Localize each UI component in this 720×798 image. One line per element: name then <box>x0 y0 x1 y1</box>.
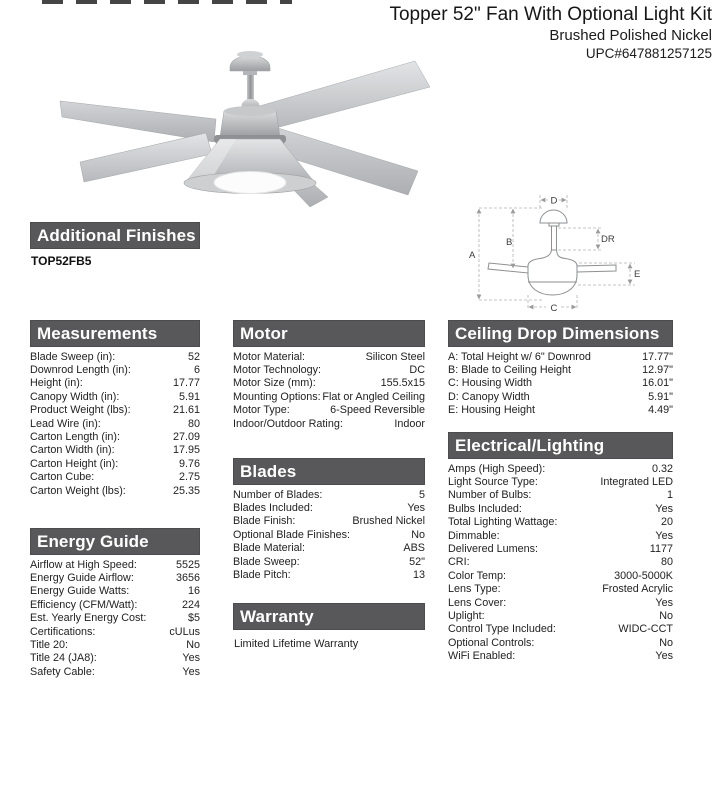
spec-label: Blade Sweep: <box>233 555 300 568</box>
section-motor <box>233 320 425 430</box>
section-additional-finishes <box>30 222 200 268</box>
fan-canopy <box>230 51 270 75</box>
spec-value: 17.95 <box>172 444 200 457</box>
spec-row <box>448 350 673 363</box>
spec-label: Energy Guide Watts: <box>30 585 130 598</box>
section-title: Warranty <box>240 607 314 626</box>
diagram-label-dr: DR <box>601 234 615 245</box>
spec-row <box>30 585 200 598</box>
spec-value: 52 <box>187 350 200 363</box>
section-header-motor <box>233 320 425 347</box>
spec-row <box>30 484 200 497</box>
spec-value: 17.77 <box>172 377 200 390</box>
spec-label: Color Temp: <box>448 569 507 582</box>
spec-value: 21.61 <box>172 404 200 417</box>
spec-row <box>233 542 425 555</box>
motor-rows <box>233 350 425 430</box>
spec-row <box>233 501 425 514</box>
spec-value: 13 <box>412 569 425 582</box>
diagram-label-d: D <box>550 195 558 207</box>
blades-rows <box>233 488 425 582</box>
spec-row <box>233 363 425 376</box>
spec-value: DC <box>409 364 425 377</box>
spec-value: 25.35 <box>172 484 200 497</box>
spec-label: Light Source Type: <box>448 476 538 489</box>
spec-value: Frosted Acrylic <box>602 583 673 596</box>
spec-row <box>448 623 673 636</box>
spec-row <box>448 529 673 542</box>
spec-label: Carton Cube: <box>30 471 95 484</box>
spec-row <box>30 457 200 470</box>
spec-value: 5.91 <box>178 390 200 403</box>
spec-label: Carton Height (in): <box>30 457 119 470</box>
spec-value: 0.32 <box>651 462 673 475</box>
spec-label: CRI: <box>448 556 470 569</box>
spec-label: Control Type Included: <box>448 623 556 636</box>
spec-label: Carton Width (in): <box>30 444 115 457</box>
spec-label: Downrod Length (in): <box>30 364 131 377</box>
model-code: TOP52FB5 <box>31 254 92 268</box>
section-title: Ceiling Drop Dimensions <box>455 324 660 343</box>
fan-light-lens <box>214 172 286 194</box>
section-header-measurements <box>30 320 200 347</box>
section-header-ceiling-drop-dimensions <box>448 320 673 347</box>
spec-row <box>30 444 200 457</box>
spec-label: Title 24 (JA8): <box>30 652 97 665</box>
spec-value: Yes <box>182 652 200 665</box>
spec-label: Safety Cable: <box>30 665 95 678</box>
spec-row <box>448 636 673 649</box>
section-measurements <box>30 320 200 497</box>
spec-row <box>448 404 673 417</box>
spec-row <box>233 528 425 541</box>
spec-row <box>448 489 673 502</box>
spec-value: Yes <box>655 596 673 609</box>
spec-value: 9.76 <box>178 457 200 470</box>
page-title: Topper 52" Fan With Optional Light Kit <box>389 4 712 25</box>
spec-row <box>448 609 673 622</box>
spec-value: 5.91" <box>648 390 673 403</box>
spec-label: Dimmable: <box>448 529 500 542</box>
spec-label: Optional Controls: <box>448 636 535 649</box>
spec-label: A: Total Height w/ 6" Downrod <box>448 350 591 363</box>
section-title: Motor <box>240 324 288 343</box>
spec-value: No <box>411 528 425 541</box>
spec-label: C: Housing Width <box>448 377 533 390</box>
spec-row <box>448 377 673 390</box>
diagram-label-c: C <box>550 303 558 314</box>
spec-label: Total Lighting Wattage: <box>448 516 558 529</box>
finish-subtitle: Brushed Polished Nickel <box>549 27 712 45</box>
section-title: Blades <box>240 462 297 481</box>
section-header-warranty <box>233 603 425 630</box>
spec-row <box>30 350 200 363</box>
spec-value: 12.97" <box>642 364 673 377</box>
spec-value: 17.77" <box>642 350 673 363</box>
section-warranty <box>233 603 425 650</box>
spec-row <box>30 625 200 638</box>
spec-value: 27.09 <box>172 431 200 444</box>
spec-row <box>233 390 425 403</box>
spec-row <box>30 638 200 651</box>
spec-row <box>448 569 673 582</box>
spec-row <box>30 363 200 376</box>
spec-value: Yes <box>407 502 425 515</box>
cropped-logo-strip <box>42 0 292 4</box>
spec-value: 80 <box>187 417 200 430</box>
section-header-blades <box>233 458 425 485</box>
spec-row <box>448 475 673 488</box>
spec-label: Certifications: <box>30 625 96 638</box>
spec-value: 6 <box>193 364 200 377</box>
spec-row <box>448 649 673 662</box>
ceiling-drop-diagram <box>462 182 712 317</box>
warranty-text: Limited Lifetime Warranty <box>234 638 359 650</box>
spec-label: Efficiency (CFM/Watt): <box>30 598 138 611</box>
spec-row <box>233 417 425 430</box>
spec-label: Uplight: <box>448 609 485 622</box>
spec-label: Number of Bulbs: <box>448 489 532 502</box>
spec-label: Height (in): <box>30 377 83 390</box>
spec-value: 3000-5000K <box>614 569 673 582</box>
spec-row <box>448 390 673 403</box>
spec-row <box>30 598 200 611</box>
spec-label: WiFi Enabled: <box>448 650 516 663</box>
spec-label: Energy Guide Airflow: <box>30 572 134 585</box>
spec-label: Carton Length (in): <box>30 431 121 444</box>
section-ceiling-drop-dimensions <box>448 320 673 417</box>
spec-row <box>448 556 673 569</box>
electrical-rows <box>448 462 673 663</box>
spec-row <box>233 515 425 528</box>
spec-label: Blade Finish: <box>233 515 296 528</box>
energy-guide-rows <box>30 558 200 679</box>
spec-value: Yes <box>655 650 673 663</box>
spec-label: Canopy Width (in): <box>30 390 120 403</box>
spec-label: Motor Type: <box>233 404 290 417</box>
spec-value: Silicon Steel <box>365 350 425 363</box>
section-header-electrical-lighting <box>448 432 673 459</box>
spec-label: Number of Blades: <box>233 488 323 501</box>
spec-label: Motor Size (mm): <box>233 377 316 390</box>
spec-row <box>233 488 425 501</box>
spec-row <box>30 404 200 417</box>
spec-value: No <box>659 609 673 622</box>
spec-value: 80 <box>660 556 673 569</box>
spec-row <box>30 417 200 430</box>
spec-label: Optional Blade Finishes: <box>233 528 351 541</box>
section-header-additional-finishes <box>30 222 200 249</box>
section-title: Electrical/Lighting <box>455 436 605 455</box>
spec-row <box>448 542 673 555</box>
spec-value: 5 <box>418 488 425 501</box>
diagram-label-a: A <box>469 250 476 261</box>
section-header-energy-guide <box>30 528 200 555</box>
spec-label: Mounting Options: <box>233 390 321 403</box>
spec-label: D: Canopy Width <box>448 390 530 403</box>
spec-row <box>233 350 425 363</box>
spec-label: Title 20: <box>30 639 69 652</box>
spec-row <box>233 377 425 390</box>
spec-row <box>30 558 200 571</box>
fan-downrod <box>247 75 254 103</box>
spec-label: B: Blade to Ceiling Height <box>448 364 572 377</box>
spec-label: Blade Pitch: <box>233 569 291 582</box>
spec-value: 6-Speed Reversible <box>330 404 425 417</box>
spec-label: E: Housing Height <box>448 404 536 417</box>
spec-value: 4.49" <box>648 404 673 417</box>
spec-row <box>30 430 200 443</box>
spec-label: Est. Yearly Energy Cost: <box>30 612 147 625</box>
spec-value: 224 <box>181 598 200 611</box>
spec-value: Integrated LED <box>600 476 673 489</box>
spec-value: ABS <box>403 542 425 555</box>
spec-value: Yes <box>655 529 673 542</box>
spec-label: Motor Material: <box>233 350 305 363</box>
spec-value: 16.01" <box>642 377 673 390</box>
spec-value: Brushed Nickel <box>352 515 425 528</box>
section-electrical-lighting <box>448 432 673 663</box>
diagram-label-b: B <box>506 237 513 248</box>
spec-row <box>30 471 200 484</box>
spec-label: Delivered Lumens: <box>448 543 539 556</box>
spec-value: Indoor <box>394 417 425 430</box>
spec-label: Blades Included: <box>233 502 313 515</box>
spec-row <box>233 555 425 568</box>
spec-row <box>448 363 673 376</box>
spec-value: 155.5x15 <box>380 377 425 390</box>
spec-label: Lens Type: <box>448 583 501 596</box>
spec-value: 16 <box>187 585 200 598</box>
measurements-rows <box>30 350 200 497</box>
spec-value: 1 <box>666 489 673 502</box>
spec-label: Carton Weight (lbs): <box>30 484 126 497</box>
spec-label: Blade Material: <box>233 542 306 555</box>
spec-value: cULus <box>169 625 200 638</box>
upc-code: UPC#647881257125 <box>585 46 712 62</box>
spec-value: 2.75 <box>178 471 200 484</box>
spec-label: Bulbs Included: <box>448 502 522 515</box>
section-energy-guide <box>30 528 200 679</box>
spec-label: Amps (High Speed): <box>448 462 546 475</box>
spec-value: 3656 <box>175 572 200 585</box>
spec-row <box>448 583 673 596</box>
section-title: Additional Finishes <box>37 226 196 245</box>
spec-label: Lead Wire (in): <box>30 417 101 430</box>
spec-row <box>30 571 200 584</box>
spec-label: Motor Technology: <box>233 364 322 377</box>
spec-value: No <box>659 636 673 649</box>
spec-label: Lens Cover: <box>448 596 507 609</box>
spec-row <box>30 652 200 665</box>
spec-row <box>448 596 673 609</box>
section-title: Measurements <box>37 324 158 343</box>
spec-label: Product Weight (lbs): <box>30 404 131 417</box>
spec-value: $5 <box>187 612 200 625</box>
spec-row <box>448 462 673 475</box>
spec-label: Airflow at High Speed: <box>30 558 137 571</box>
spec-value: WIDC-CCT <box>618 623 673 636</box>
spec-row <box>233 404 425 417</box>
spec-row <box>30 377 200 390</box>
spec-row <box>448 502 673 515</box>
spec-row <box>30 390 200 403</box>
spec-value: 5525 <box>175 558 200 571</box>
spec-value: Yes <box>655 502 673 515</box>
spec-value: No <box>186 639 200 652</box>
spec-value: 52" <box>409 555 425 568</box>
spec-row <box>448 516 673 529</box>
spec-label: Blade Sweep (in): <box>30 350 116 363</box>
diagram-label-e: E <box>634 269 641 280</box>
section-blades <box>233 458 425 582</box>
spec-row <box>30 612 200 625</box>
spec-label: Indoor/Outdoor Rating: <box>233 417 343 430</box>
spec-value: 20 <box>660 516 673 529</box>
spec-row <box>30 665 200 678</box>
spec-value: Flat or Angled Ceiling <box>322 390 425 403</box>
spec-row <box>233 568 425 581</box>
ceiling-drop-rows <box>448 350 673 417</box>
spec-value: Yes <box>182 665 200 678</box>
section-title: Energy Guide <box>37 532 149 551</box>
spec-value: 1177 <box>649 543 673 556</box>
fan-product-image <box>28 25 430 225</box>
